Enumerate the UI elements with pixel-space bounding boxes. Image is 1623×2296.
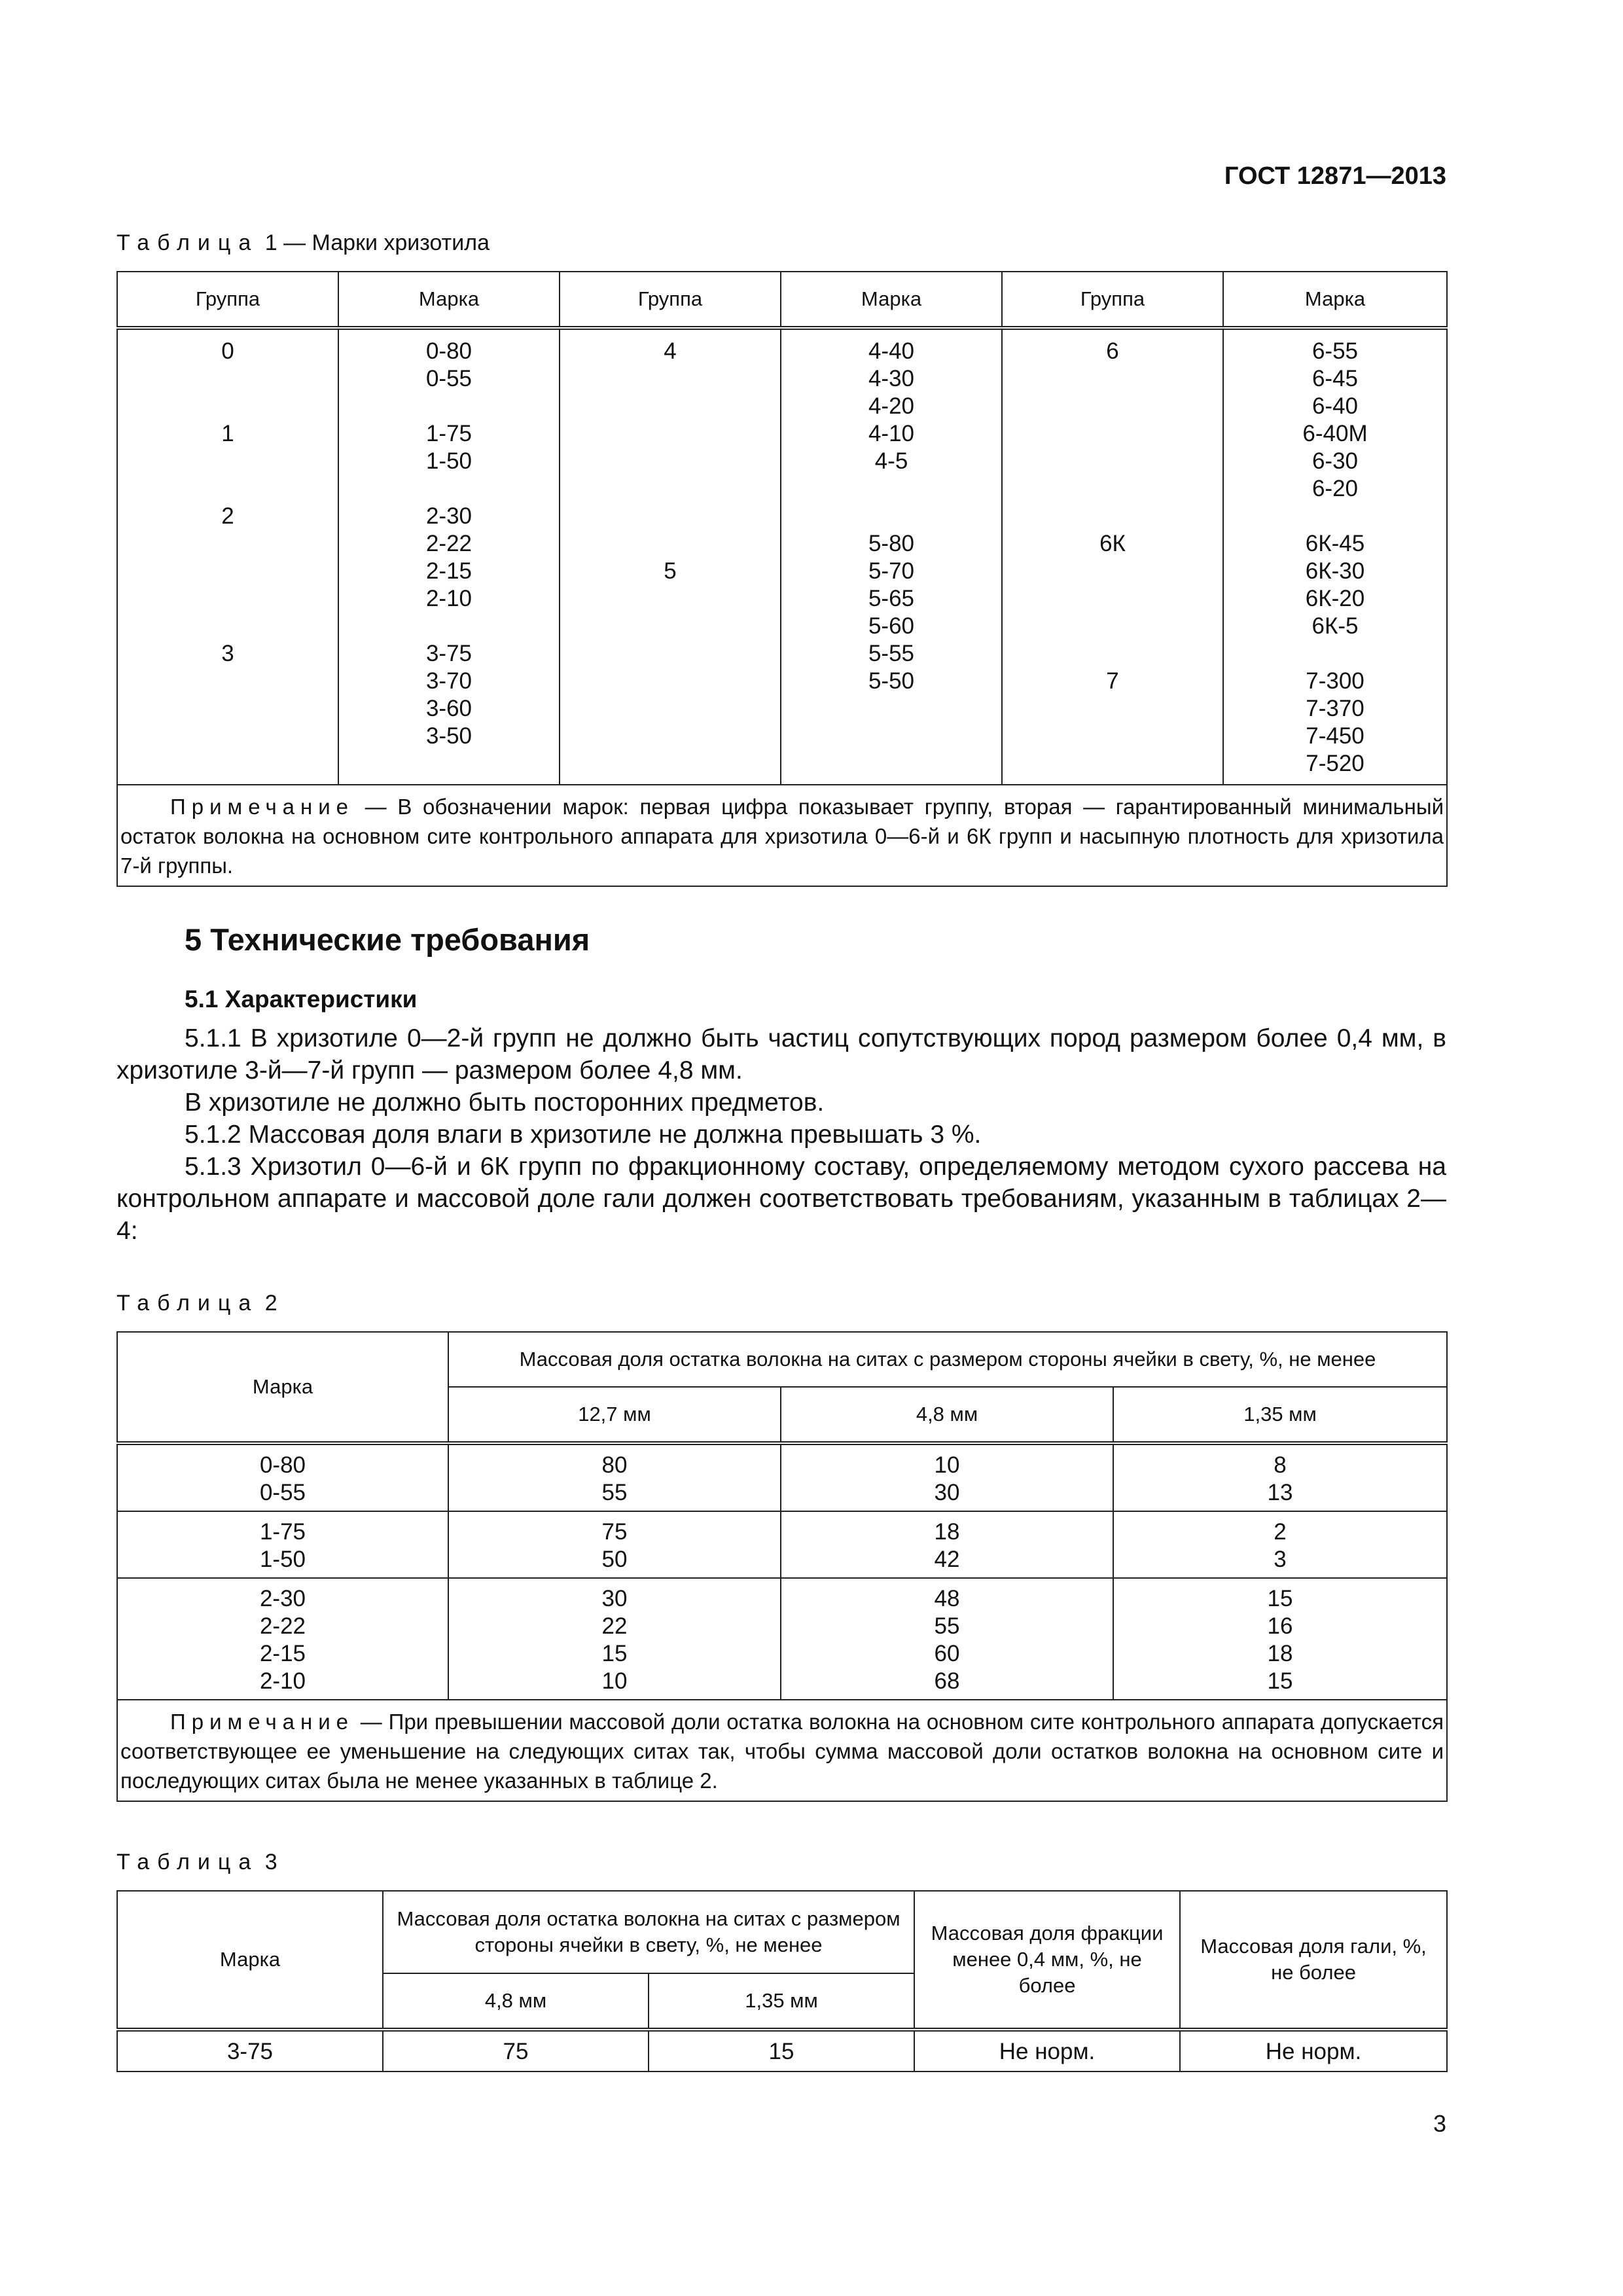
table2-value: 42 — [934, 1547, 960, 1572]
table1-mark-value: 5-50 — [868, 668, 915, 694]
table3-header-mark: Марка — [117, 1891, 383, 2030]
table2-value: 50 — [601, 1547, 628, 1572]
table1-mark-value: 4-30 — [868, 366, 915, 391]
table1-caption-prefix: Таблица — [116, 230, 259, 255]
table2-value: 55 — [934, 1613, 960, 1639]
table1-group-value: 6К — [1099, 531, 1126, 556]
para-5-1-1: 5.1.1 В хризотиле 0—2-й групп не должно быть частиц сопутствующих пород размером более 0,4 мм, в хризотиле 3-й—7-й групп — размером более 4,8 мм. — [116, 1024, 1446, 1085]
table1-mark-value: 5-65 — [868, 586, 915, 611]
table1-group-value — [1003, 448, 1222, 475]
table1-mark-value: 7-450 — [1306, 723, 1364, 749]
table1-mark-value: 7-370 — [1306, 696, 1364, 721]
para-5-1-2: 5.1.2 Массовая доля влаги в хризотиле не должна превышать 3 %. — [185, 1121, 982, 1149]
table2-header-size-1: 12,7 мм — [448, 1387, 781, 1443]
table1-group-value — [560, 393, 780, 420]
table1-mark-value: 6К-30 — [1305, 558, 1365, 584]
table1-mark-value: 4-40 — [868, 338, 915, 364]
para-5-1-1-b: В хризотиле не должно быть посторонних предметов. — [185, 1088, 825, 1117]
table1-group-value — [118, 530, 338, 558]
table1-mark-value: 6-40 — [1311, 393, 1359, 419]
table1-group-value — [118, 558, 338, 585]
table2-value: 68 — [934, 1668, 960, 1694]
table2-note — [117, 1700, 1447, 1801]
table1-caption-text: 1 — Марки хризотила — [259, 230, 490, 255]
table2-note-label: Примечание — [170, 1710, 355, 1734]
table-row — [117, 1578, 1447, 1700]
table1-mark-value: 6К-20 — [1305, 586, 1365, 611]
table1-note-label: Примечание — [170, 795, 355, 819]
table2-value: 15 — [1267, 1586, 1293, 1611]
table1-group-value — [560, 503, 780, 530]
table2-header-mark: Марка — [117, 1332, 448, 1443]
table2-cell-c2 — [781, 1578, 1113, 1700]
table2-value: 22 — [601, 1613, 628, 1639]
table1-group-value: 4 — [664, 338, 677, 364]
para-5-1-3: 5.1.3 Хризотил 0—6-й и 6К групп по фракционному составу, определяемому методом сухого рассева на контрольном аппарате и массовой доле гали должен соответствовать требованиям, указанным в таблицах 2—4: — [116, 1153, 1446, 1245]
table2-value: 2 — [1274, 1519, 1287, 1545]
section-5-title: 5 Технические требования — [185, 922, 590, 957]
table2-caption-text: 2 — [259, 1291, 277, 1316]
table2-value: 16 — [1267, 1613, 1293, 1639]
table1-note — [117, 785, 1447, 886]
table1-mark-value: 5-60 — [868, 613, 915, 639]
table1-header-group-1: Группа — [117, 272, 338, 328]
table1-mark-value: 6-45 — [1311, 366, 1359, 391]
table3-cell-size-1: 75 — [383, 2030, 649, 2072]
table1-mark-value — [1224, 503, 1446, 530]
table1-header-group-2: Группа — [560, 272, 781, 328]
table2-value: 2-10 — [259, 1668, 306, 1694]
table1-group-value: 6 — [1106, 338, 1119, 364]
table1-mark-value: 4-20 — [868, 393, 915, 419]
table1-group-value — [118, 365, 338, 393]
table1-mark-value: 2-10 — [425, 586, 473, 611]
table3-caption-prefix: Таблица — [116, 1850, 259, 1874]
table1-mark-value: 4-5 — [874, 448, 908, 474]
table1-mark-value: 5-80 — [868, 531, 915, 556]
table1-group-value — [118, 448, 338, 475]
table2-cell-c2 — [781, 1443, 1113, 1511]
table1-mark-value: 3-75 — [425, 641, 473, 666]
table3-cell-mark: 3-75 — [117, 2030, 383, 2072]
table2-value: 30 — [934, 1480, 960, 1505]
table1-group-value — [1003, 558, 1222, 585]
table2-value: 48 — [934, 1586, 960, 1611]
table1-mark-value: 2-22 — [425, 531, 473, 556]
table1-group-value: 1 — [221, 421, 234, 446]
table1-group-value — [560, 475, 780, 503]
table1-mark-value — [781, 503, 1001, 530]
table2-value: 8 — [1274, 1452, 1287, 1478]
table1-header-mark-2: Марка — [781, 272, 1002, 328]
table1-group-value — [1003, 475, 1222, 503]
table2-value: 1-75 — [259, 1519, 306, 1545]
table1-header-mark-1: Марка — [338, 272, 560, 328]
table2-caption — [116, 1291, 277, 1316]
page-number: 3 — [1433, 2110, 1446, 2137]
table1-group-value — [1003, 420, 1222, 448]
table2-value: 2-15 — [259, 1641, 306, 1666]
table1-mark-value: 6-55 — [1311, 338, 1359, 364]
table2-cell-marks — [117, 1578, 448, 1700]
table1-mark-value: 3-50 — [425, 723, 473, 749]
table1-group-value — [1003, 613, 1222, 640]
table1-mark-value — [339, 475, 559, 503]
section-5-1-title: 5.1 Характеристики — [185, 986, 418, 1013]
table2-value: 60 — [934, 1641, 960, 1666]
table1-group-value — [560, 365, 780, 393]
table1-col3-groups — [1002, 328, 1223, 785]
table1-mark-value: 0-55 — [425, 366, 473, 391]
table1-group-value — [1003, 640, 1222, 668]
table1-mark-value — [1224, 640, 1446, 668]
table1-group-value: 7 — [1106, 668, 1119, 694]
table2-cell-marks — [117, 1511, 448, 1578]
table1-group-value — [560, 420, 780, 448]
table2-value: 0-80 — [259, 1452, 306, 1478]
table1-group-value: 2 — [221, 503, 234, 529]
table2-value: 1-50 — [259, 1547, 306, 1572]
table2-value: 3 — [1274, 1547, 1287, 1572]
table3-header-gal: Массовая доля гали, %, не более — [1180, 1891, 1447, 2030]
table3-header-size-1: 4,8 мм — [383, 1973, 649, 2030]
table2-value: 13 — [1267, 1480, 1293, 1505]
table2-value: 15 — [601, 1641, 628, 1666]
table3-cell-size-2: 15 — [649, 2030, 914, 2072]
table1-mark-value: 6-20 — [1311, 476, 1359, 501]
table2-cell-c1 — [448, 1511, 781, 1578]
table1-mark-value — [339, 613, 559, 640]
table2-value: 30 — [601, 1586, 628, 1611]
table1-group-value — [560, 448, 780, 475]
table1-group-value — [118, 393, 338, 420]
table1-mark-value: 6К-45 — [1305, 531, 1365, 556]
table2-cell-marks — [117, 1443, 448, 1511]
table1-group-value — [118, 585, 338, 613]
table1-grades — [116, 271, 1448, 887]
table2-note-text: — При превышении массовой доли остатка волокна на основном сите контрольного аппарата допускается соответствующее ее уменьшение на следующих ситах так, чтобы сумма массовой доли остатков волокна на основном сите и последующих ситах была не менее указанных в таблице 2. — [120, 1710, 1444, 1793]
table1-col1-marks — [338, 328, 560, 785]
table3-caption — [116, 1850, 277, 1875]
table2-value: 80 — [601, 1452, 628, 1478]
table2-value: 10 — [934, 1452, 960, 1478]
table1-caption — [116, 230, 490, 256]
table1-mark-value: 3-60 — [425, 696, 473, 721]
table2-value: 0-55 — [259, 1480, 306, 1505]
table2-cell-c3 — [1113, 1511, 1447, 1578]
table1-mark-value — [781, 475, 1001, 503]
table2-value: 18 — [1267, 1641, 1293, 1666]
table1-mark-value: 2-15 — [425, 558, 473, 584]
table1-mark-value: 7-300 — [1306, 668, 1364, 694]
table2-header-group: Массовая доля остатка волокна на ситах с размером стороны ячейки в свету, %, не менее — [448, 1332, 1447, 1387]
table1-col2-groups — [560, 328, 781, 785]
table2-cell-c3 — [1113, 1443, 1447, 1511]
table1-mark-value: 1-75 — [425, 421, 473, 446]
table2-value: 10 — [601, 1668, 628, 1694]
table2-caption-prefix: Таблица — [116, 1291, 259, 1316]
table1-group-value — [1003, 393, 1222, 420]
table1-mark-value: 6К-5 — [1311, 613, 1359, 639]
table2-cell-c2 — [781, 1511, 1113, 1578]
table1-mark-value: 6-40М — [1302, 421, 1368, 446]
table2-value: 2-22 — [259, 1613, 306, 1639]
table1-group-value: 3 — [221, 641, 234, 666]
table1-mark-value: 4-10 — [868, 421, 915, 446]
table1-mark-value — [339, 393, 559, 420]
table1-group-value — [1003, 585, 1222, 613]
table2-cell-c1 — [448, 1443, 781, 1511]
document-header-id: ГОСТ 12871—2013 — [1224, 162, 1446, 190]
table-row — [117, 1511, 1447, 1578]
table1-mark-value: 5-70 — [868, 558, 915, 584]
table2-value: 15 — [1267, 1668, 1293, 1694]
table1-group-value — [560, 530, 780, 558]
table3-cell-fraction: Не норм. — [914, 2030, 1180, 2072]
table3-caption-text: 3 — [259, 1850, 277, 1874]
table1-mark-value: 3-70 — [425, 668, 473, 694]
table1-note-text: — В обозначении марок: первая цифра показывает группу, вторая — гарантированный минимальный остаток волокна на основном сите контрольного аппарата для хризотила 0—6-й и 6К групп и насыпную плотность для хризотила 7-й группы. — [120, 795, 1444, 878]
table1-col2-marks — [781, 328, 1002, 785]
table2-value: 75 — [601, 1519, 628, 1545]
table1-mark-value: 7-520 — [1306, 751, 1364, 776]
table1-mark-value: 0-80 — [425, 338, 473, 364]
table3-header-size-2: 1,35 мм — [649, 1973, 914, 2030]
table1-group-value — [1003, 503, 1222, 530]
table2-value: 55 — [601, 1480, 628, 1505]
table2-fraction — [116, 1331, 1448, 1802]
table2-header-size-3: 1,35 мм — [1113, 1387, 1447, 1443]
table2-cell-c1 — [448, 1578, 781, 1700]
table2-value: 2-30 — [259, 1586, 306, 1611]
table1-group-value — [118, 613, 338, 640]
table-row — [117, 1443, 1447, 1511]
table1-group-value: 5 — [664, 558, 677, 584]
table3-header-group: Массовая доля остатка волокна на ситах с размером стороны ячейки в свету, %, не менее — [383, 1891, 914, 1973]
table1-col3-marks — [1223, 328, 1447, 785]
table2-value: 18 — [934, 1519, 960, 1545]
table3-cell-gal: Не норм. — [1180, 2030, 1447, 2072]
table2-cell-c3 — [1113, 1578, 1447, 1700]
table1-group-value: 0 — [221, 338, 234, 364]
table2-header-size-2: 4,8 мм — [781, 1387, 1113, 1443]
table1-mark-value: 2-30 — [425, 503, 473, 529]
table1-mark-value: 6-30 — [1311, 448, 1359, 474]
table1-mark-value: 1-50 — [425, 448, 473, 474]
table1-group-value — [118, 475, 338, 503]
section-5-body — [116, 1022, 1446, 1247]
table1-mark-value: 5-55 — [868, 641, 915, 666]
table1-group-value — [1003, 365, 1222, 393]
table3-fraction — [116, 1890, 1448, 2072]
table3-header-fraction: Массовая доля фракции менее 0,4 мм, %, не более — [914, 1891, 1180, 2030]
table1-header-group-3: Группа — [1002, 272, 1223, 328]
table1-header-mark-3: Марка — [1223, 272, 1447, 328]
table1-col1-groups — [117, 328, 338, 785]
